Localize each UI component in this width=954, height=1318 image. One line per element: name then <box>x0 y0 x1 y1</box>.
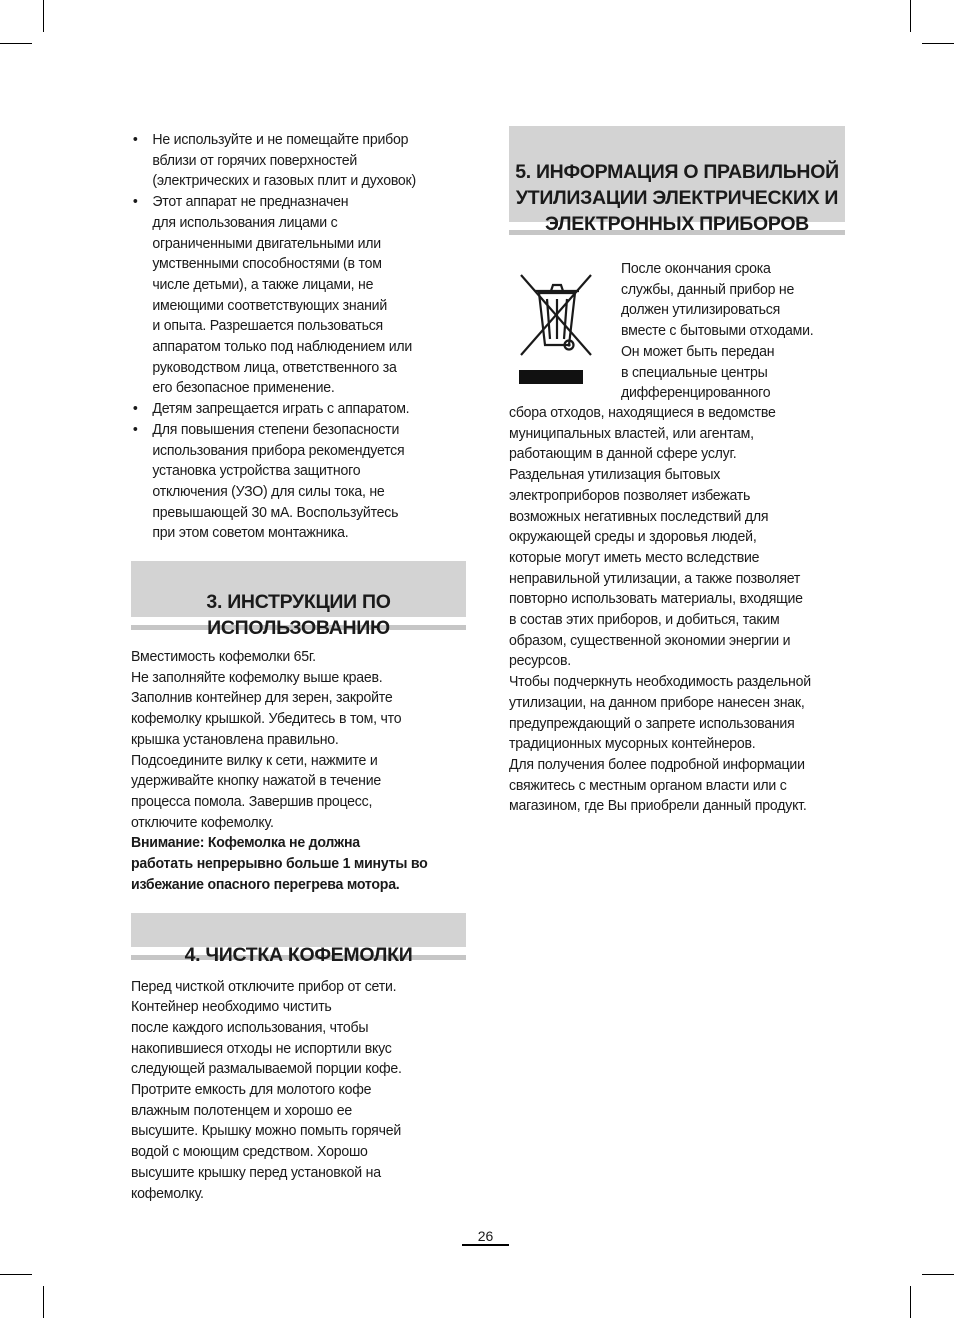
bullet-item: • Не используйте и не помещайте прибор вблизи от горячих поверхностей (электрических и газовых плит и духовок) <box>131 130 467 192</box>
page-number: 26 <box>477 1228 494 1244</box>
safety-bullet-list <box>131 130 467 544</box>
section-4-body-wrap <box>131 977 467 1205</box>
disposal-side-text: После окончания срока службы, данный прибор не должен утилизироваться вместе с бытовыми отходами. Он может быть передан в специальные центры дифференцированного <box>621 260 814 402</box>
crossed-out-wheelie-bin-icon <box>517 269 597 385</box>
crop-mark <box>910 1286 911 1318</box>
section-3-body: Вместимость кофемолки 65г. Не заполняйте кофемолку выше краев. Заполнив контейнер для зерен, закройте кофемолку крышкой. Убедитесь в том, что крышка установлена правильно. Подсоедините вилку к сети, нажмите и удерживайте кнопку нажатой в течение процесса помола. Завершив процесс, отключите кофемолку. <box>131 648 402 831</box>
page-number-underline <box>462 1244 509 1246</box>
bullet-item: • Для повышения степени безопасности использования прибора рекомендуется установка устройства защитного отключения (УЗО) для силы тока, не превышающей 30 мА. Воспользуйтесь при этом советом монтажника. <box>131 420 467 544</box>
section-4-body: Перед чисткой отключите прибор от сети. Контейнер необходимо чистить после каждого использования, чтобы накопившиеся отходы не испортили вкус следующей размалываемой порции кофе. Протрите емкость для молотого кофе влажным полотенцем и хорошо ее высушите. Крышку можно помыть горячей водой с моющим средством. Хорошо высушите крышку перед установкой на кофемолку. <box>131 977 402 1202</box>
disposal-info-block <box>509 259 845 402</box>
bullet-item: • Детям запрещается играть с аппаратом. <box>131 399 467 420</box>
section-4-heading-text: 4. ЧИСТКА КОФЕМОЛКИ <box>184 943 413 966</box>
section-3-heading <box>131 561 466 640</box>
section-5-heading <box>509 126 845 235</box>
right-column <box>509 126 845 817</box>
section-5-body: сбора отходов, находящиеся в ведомстве муниципальных властей, или агентам, работающим в данной сфере услуг. Раздельная утилизация бытовых электроприборов позволяет избежать возможных негативных последствий для окружающей среды и здоровья людей, которые могут иметь место вследствие неправильной утилизации, а также позволяет повторно использовать материалы, входящие в состав этих приборов, и добиться, таким образом, существенной экономии энергии и ресурсов. Чтобы подчеркнуть необходимость раздельной утилизации, на данном приборе нанесен знак, предупреждающий о запрете использования традиционных мусорных контейнеров. Для получения более подробной информации свяжитесь с местным органом власти или с магазином, где Вы приобрели данный продукт. <box>509 404 811 815</box>
crop-mark <box>910 0 911 32</box>
section-3 <box>131 561 466 895</box>
section-5-body-wrap <box>509 403 846 817</box>
section-3-body-wrap <box>131 647 467 895</box>
crop-mark <box>0 43 32 44</box>
bullet-item: • Этот аппарат не предназначен для использования лицами с ограниченными двигательными или умственными способностями (в том числе детьми), а также лицами, не имеющими соответствующих знаний и опыта. Разрешается пользоваться аппаратом только под наблюдением или руководством лица, ответственного за его безопасное применение. <box>131 192 467 399</box>
section-5-heading-text: 5. ИНФОРМАЦИЯ О ПРАВИЛЬНОЙ УТИЛИЗАЦИИ ЭЛЕКТРИЧЕСКИХ И ЭЛЕКТРОННЫХ ПРИБОРОВ <box>515 161 839 235</box>
section-3-heading-text: 3. ИНСТРУКЦИИ ПО ИСПОЛЬЗОВАНИЮ <box>206 591 391 640</box>
crop-mark <box>0 1274 32 1275</box>
left-column <box>131 130 466 1204</box>
crop-mark <box>43 0 44 32</box>
crop-mark <box>922 1274 954 1275</box>
section-4-heading <box>131 913 466 966</box>
section-3-warning: Внимание: Кофемолка не должна работать непрерывно больше 1 минуты во избежание опасного перегрева мотора. <box>131 834 428 893</box>
disposal-side-text-wrap <box>621 259 835 404</box>
crop-mark <box>43 1286 44 1318</box>
crop-mark <box>922 43 954 44</box>
section-4 <box>131 913 466 1205</box>
